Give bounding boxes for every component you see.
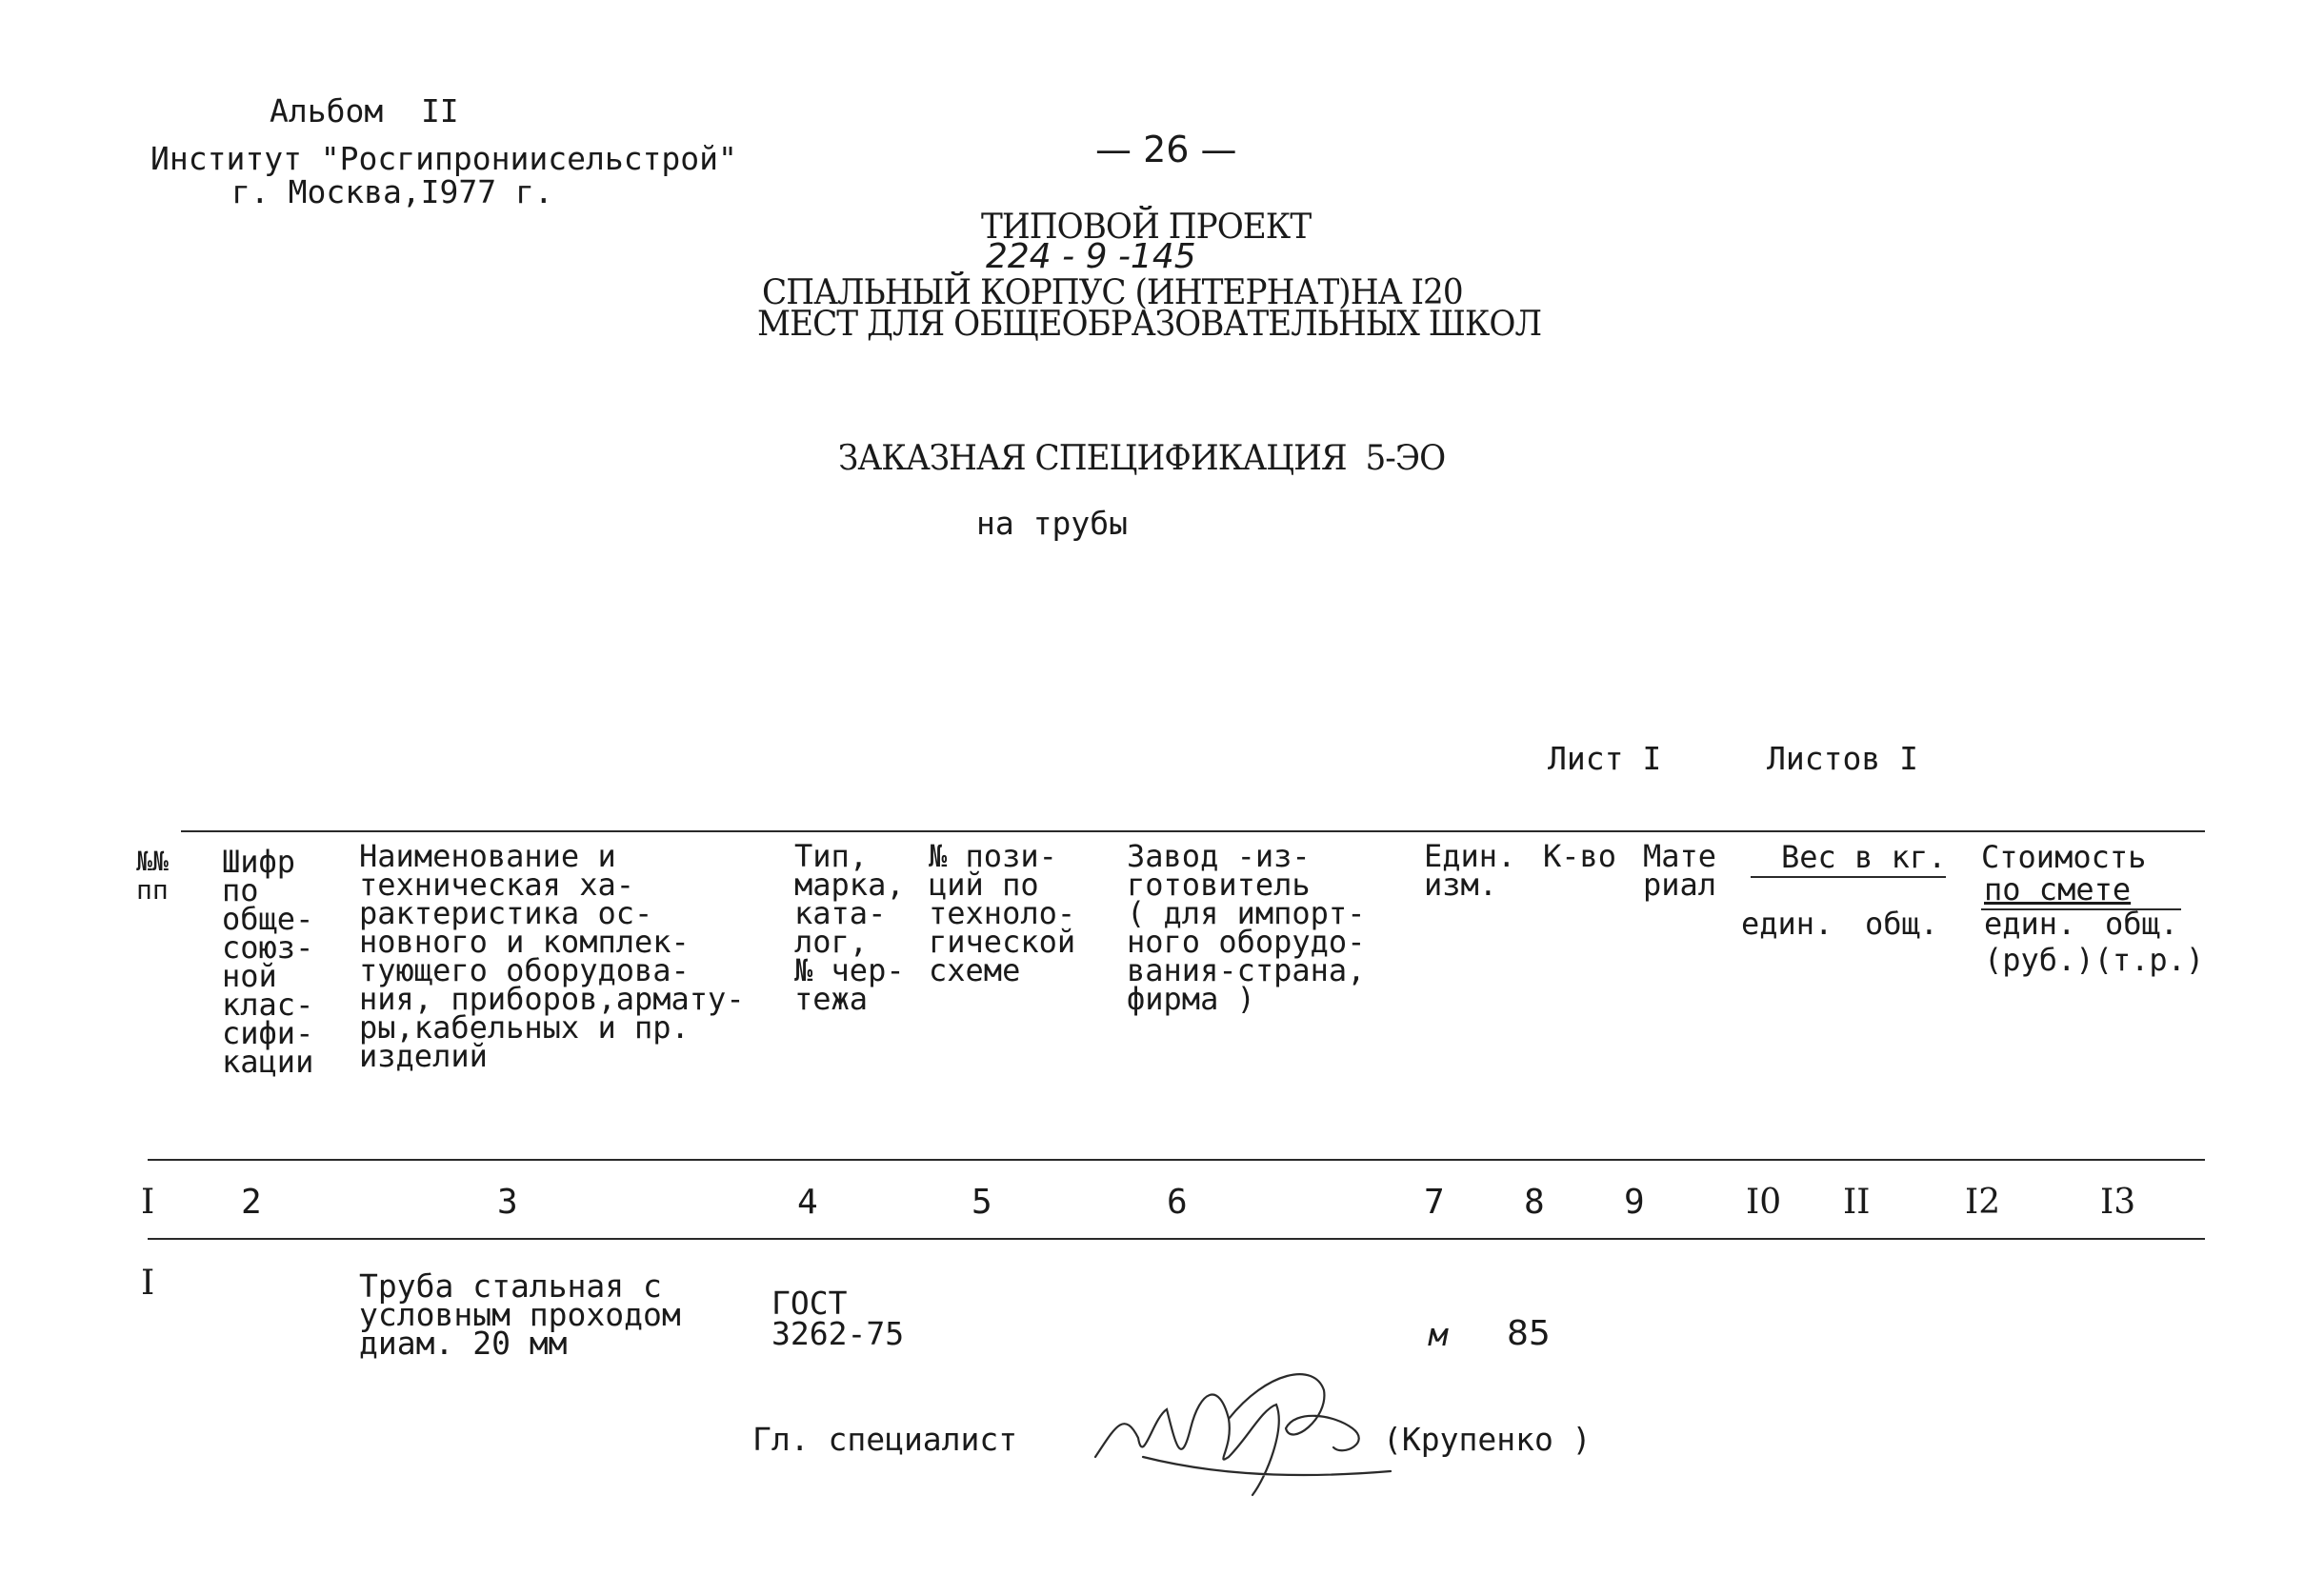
weight-group-rule (1751, 876, 1946, 878)
row-quantity: 85 (1507, 1314, 1551, 1353)
col-header-8: К-во (1543, 838, 1617, 874)
project-code: 224 - 9 -145 (986, 237, 1196, 276)
col-number-13: I3 (2100, 1183, 2136, 1222)
table-top-rule (181, 830, 2205, 832)
col-number-9: 9 (1624, 1183, 1645, 1222)
col-header-3: Наименование и техническая ха- рактеристика ос- новного и комплек- тующего оборудова- ния, приборов,армату- ры,кабельных и пр. изделий (359, 838, 745, 1074)
project-label: ТИПОВОЙ ПРОЕКТ (981, 208, 1312, 247)
page-number: — 26 — (1095, 129, 1237, 170)
row-item-name: Труба стальная с условным проходом диам. 20 мм (359, 1267, 681, 1362)
col-number-5: 5 (972, 1183, 992, 1222)
row-item-type: ГОСТ 3262-75 (771, 1285, 905, 1352)
spec-title: ЗАКАЗНАЯ СПЕЦИФИКАЦИЯ 5-ЭО (838, 439, 1446, 478)
table-numbers-rule (148, 1238, 2205, 1240)
col-header-5: № пози- ций по техноло- гической схеме (929, 838, 1076, 988)
col-header-7: Един. изм. (1424, 838, 1516, 903)
col-header-2: Шифр по обще- союз- ной клас- сифи- кации (222, 844, 314, 1080)
col-header-10: един. (1741, 906, 1833, 942)
cost-group-header-line1: Стоимость (1981, 839, 2147, 875)
project-name-line2: МЕСТ ДЛЯ ОБЩЕОБРАЗОВАТЕЛЬНЫХ ШКОЛ (757, 305, 1542, 344)
col-number-10: I0 (1746, 1183, 1782, 1222)
sheets-total: Листов I (1767, 740, 1918, 777)
cost-group-header-line2: по смете (1984, 871, 2132, 907)
sheet-number: Лист I (1548, 740, 1662, 777)
row-unit: м (1429, 1316, 1448, 1353)
col-header-13: общ. (2105, 906, 2179, 942)
table-header-rule (148, 1159, 2205, 1161)
row-number: I (141, 1264, 155, 1303)
col-number-12: I2 (1965, 1183, 2001, 1222)
col-number-11: II (1843, 1183, 1871, 1222)
signature-role: Гл. специалист (752, 1421, 1018, 1458)
col-number-7: 7 (1424, 1183, 1445, 1222)
col-number-8: 8 (1524, 1183, 1545, 1222)
col-header-9: Мате риал (1643, 838, 1717, 903)
col-header-4: Тип, марка, ката- лог, № чер- тежа (794, 838, 905, 1017)
handwritten-signature (1086, 1352, 1400, 1505)
col-header-12: един. (1984, 906, 2076, 942)
col-number-6: 6 (1167, 1183, 1188, 1222)
col-header-1: №№ пп (136, 846, 169, 906)
signature-name: (Крупенко ) (1383, 1421, 1592, 1458)
weight-group-header: Вес в кг. (1781, 839, 1947, 875)
col-header-6: Завод -из- готовитель ( для импорт- ного оборудо- вания-страна, фирма ) (1127, 838, 1366, 1017)
col-number-4: 4 (797, 1183, 818, 1222)
cost-units: (руб.)(т.р.) (1984, 942, 2205, 978)
spec-subtitle: на трубы (976, 505, 1128, 542)
col-number-3: 3 (497, 1183, 518, 1222)
col-header-11: общ. (1865, 906, 1939, 942)
city-year: г. Москва,I977 г. (231, 173, 553, 210)
col-number-1: I (141, 1183, 155, 1222)
institute-name: Институт "Росгипрониисельстрой" (150, 140, 737, 177)
project-name-line1: СПАЛЬНЫЙ КОРПУС (ИНТЕРНАТ)НА I20 (762, 273, 1463, 312)
album-label: Альбом II (270, 92, 459, 130)
col-number-2: 2 (241, 1183, 262, 1222)
